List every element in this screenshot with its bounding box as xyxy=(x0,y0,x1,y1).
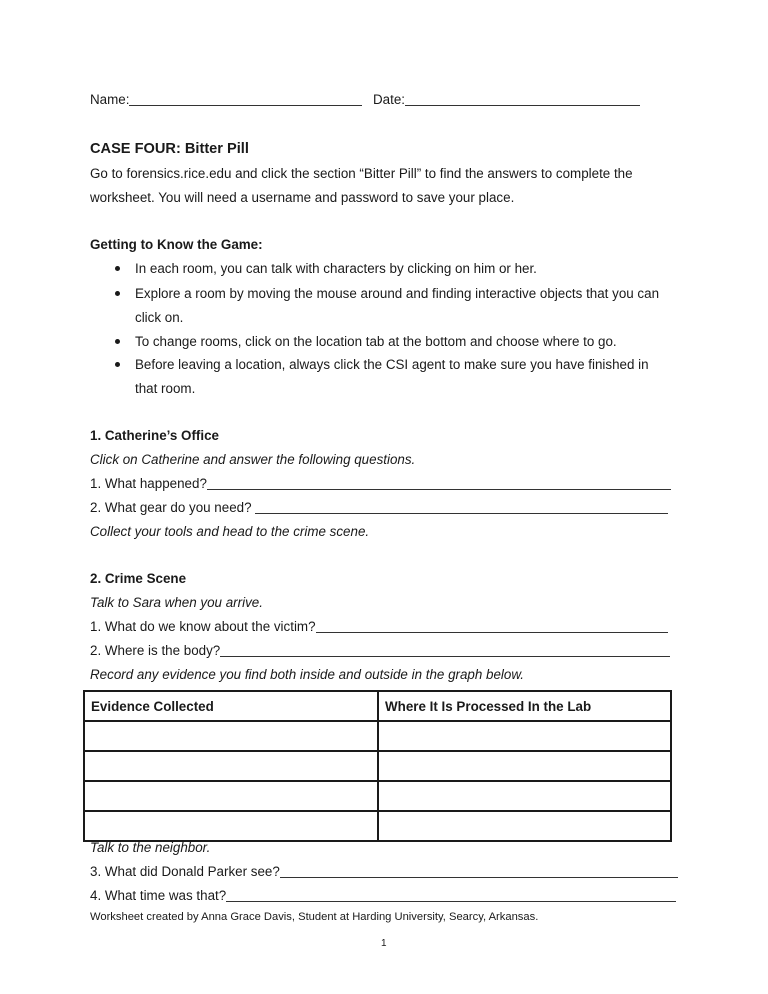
section-1-closing: Collect your tools and head to the crime scene. xyxy=(90,524,370,539)
bullet-item: To change rooms, click on the location tab at the bottom and choose where to go. xyxy=(135,334,617,349)
question-label: 1. What happened? xyxy=(90,476,207,491)
page-number: 1 xyxy=(381,938,387,949)
intro-line-2: worksheet. You will need a username and password to save your place. xyxy=(90,190,515,205)
footer-credit: Worksheet created by Anna Grace Davis, Student at Harding University, Searcy, Arkansas. xyxy=(90,911,539,923)
name-input-line[interactable] xyxy=(129,93,362,106)
bullet-icon xyxy=(115,291,120,296)
table-header-row xyxy=(84,691,671,721)
column-header-evidence: Evidence Collected xyxy=(84,691,378,721)
answer-line[interactable] xyxy=(220,644,670,657)
answer-line[interactable] xyxy=(316,620,668,633)
date-input-line[interactable] xyxy=(405,93,640,106)
question-row xyxy=(90,476,671,492)
question-label: 2. What gear do you need? xyxy=(90,500,256,515)
evidence-cell[interactable] xyxy=(84,781,378,811)
answer-line[interactable] xyxy=(255,501,668,514)
table-row xyxy=(84,781,671,811)
answer-line[interactable] xyxy=(280,865,678,878)
bullet-item-continuation: that room. xyxy=(135,381,196,396)
lab-cell[interactable] xyxy=(378,721,671,751)
evidence-cell[interactable] xyxy=(84,721,378,751)
section-2-heading: 2. Crime Scene xyxy=(90,571,187,586)
evidence-cell[interactable] xyxy=(84,811,378,841)
bullet-item: Before leaving a location, always click the CSI agent to make sure you have finished in xyxy=(135,357,649,372)
page-title: CASE FOUR: Bitter Pill xyxy=(90,141,249,157)
bullet-icon xyxy=(115,339,120,344)
question-row xyxy=(90,643,670,659)
bullet-icon xyxy=(115,266,120,271)
section-1-heading: 1. Catherine’s Office xyxy=(90,428,219,443)
column-header-lab: Where It Is Processed In the Lab xyxy=(378,691,671,721)
table-row xyxy=(84,811,671,841)
question-label: 4. What time was that? xyxy=(90,888,227,903)
answer-line[interactable] xyxy=(207,477,671,490)
question-row xyxy=(90,888,676,904)
question-row xyxy=(90,500,668,516)
lab-cell[interactable] xyxy=(378,781,671,811)
question-label: 3. What did Donald Parker see? xyxy=(90,864,280,879)
lab-cell[interactable] xyxy=(378,751,671,781)
bullet-icon xyxy=(115,362,120,367)
answer-line[interactable] xyxy=(226,889,676,902)
neighbor-instruction: Talk to the neighbor. xyxy=(90,840,211,855)
table-row xyxy=(84,721,671,751)
section-2-instruction: Talk to Sara when you arrive. xyxy=(90,595,263,610)
bullet-item-continuation: click on. xyxy=(135,310,184,325)
lab-cell[interactable] xyxy=(378,811,671,841)
question-row xyxy=(90,864,678,880)
table-row xyxy=(84,751,671,781)
name-field-row xyxy=(90,92,362,108)
getting-to-know-heading: Getting to Know the Game: xyxy=(90,237,263,252)
question-label: 1. What do we know about the victim? xyxy=(90,619,316,634)
bullet-item: Explore a room by moving the mouse around and finding interactive objects that you can xyxy=(135,286,660,301)
date-label: Date: xyxy=(373,92,406,107)
bullet-item: In each room, you can talk with characters by clicking on him or her. xyxy=(135,261,537,276)
name-label: Name: xyxy=(90,92,130,107)
date-field-row xyxy=(373,92,640,108)
table-instruction: Record any evidence you find both inside and outside in the graph below. xyxy=(90,667,525,682)
intro-line-1: Go to forensics.rice.edu and click the section “Bitter Pill” to find the answers to complete the xyxy=(90,166,633,181)
evidence-table xyxy=(83,690,672,842)
question-label: 2. Where is the body? xyxy=(90,643,221,658)
evidence-cell[interactable] xyxy=(84,751,378,781)
section-1-instruction: Click on Catherine and answer the following questions. xyxy=(90,452,416,467)
question-row xyxy=(90,619,668,635)
